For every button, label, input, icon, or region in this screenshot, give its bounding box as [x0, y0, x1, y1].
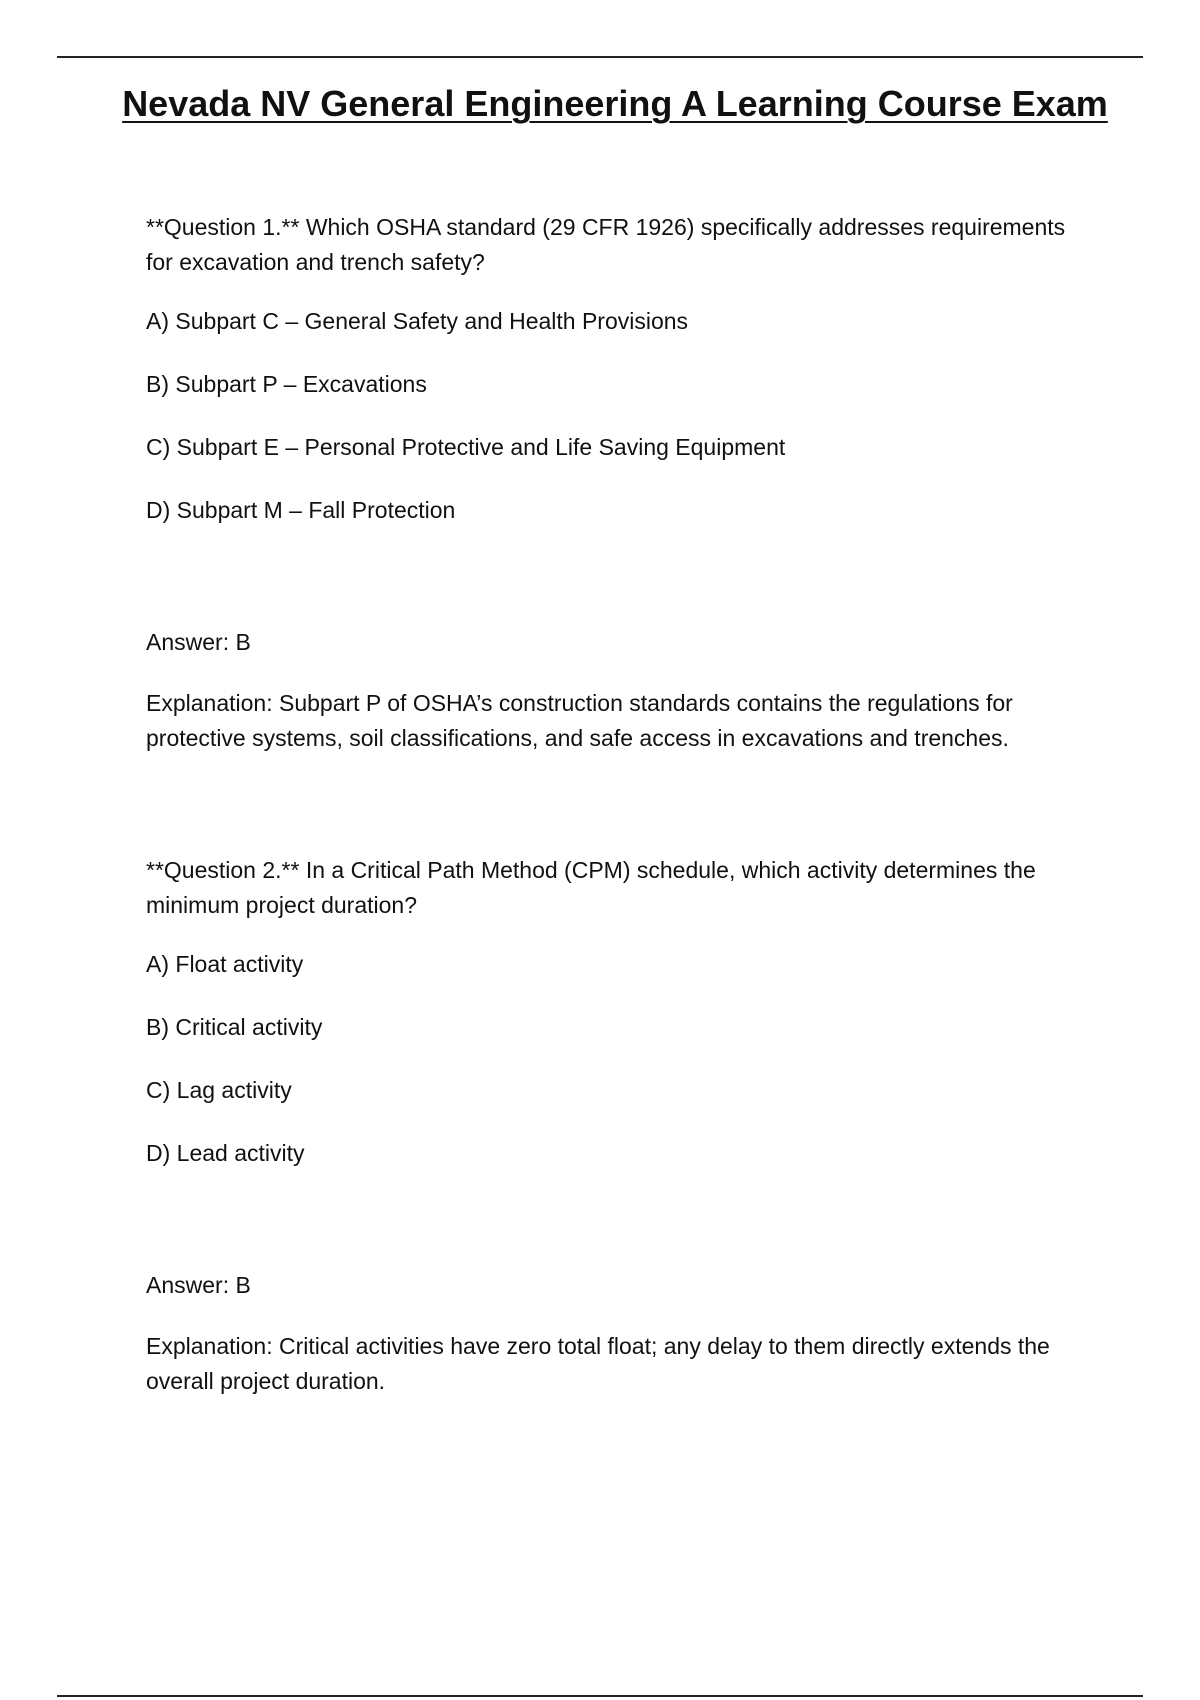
question-block-1	[146, 210, 1096, 756]
option-c: C) Subpart E – Personal Protective and Life Saving Equipment	[146, 434, 786, 460]
question-block-2	[146, 853, 1096, 1399]
answer-line: Answer: B	[146, 1272, 251, 1298]
document-title: Nevada NV General Engineering A Learning Course Exam	[122, 83, 1108, 124]
option-a: A) Float activity	[146, 951, 304, 977]
bottom-rule	[57, 1695, 1143, 1697]
question-text: **Question 2.** In a Critical Path Method (CPM) schedule, which activity determines the minimum project duration?	[146, 857, 1036, 918]
explanation-text: Explanation: Subpart P of OSHA’s construction standards contains the regulations for protective systems, soil classifications, and safe access in excavations and trenches.	[146, 690, 1013, 751]
option-d: D) Subpart M – Fall Protection	[146, 497, 456, 523]
option-c: C) Lag activity	[146, 1077, 292, 1103]
option-b: B) Subpart P – Excavations	[146, 371, 427, 397]
top-rule	[57, 56, 1143, 58]
document-body	[146, 210, 1096, 1399]
option-b: B) Critical activity	[146, 1014, 323, 1040]
answer-line: Answer: B	[146, 629, 251, 655]
explanation-text: Explanation: Critical activities have zero total float; any delay to them directly extends the overall project duration.	[146, 1333, 1050, 1394]
option-d: D) Lead activity	[146, 1140, 305, 1166]
option-a: A) Subpart C – General Safety and Health Provisions	[146, 308, 689, 334]
question-text: **Question 1.** Which OSHA standard (29 CFR 1926) specifically addresses requirements for excavation and trench safety?	[146, 214, 1066, 275]
